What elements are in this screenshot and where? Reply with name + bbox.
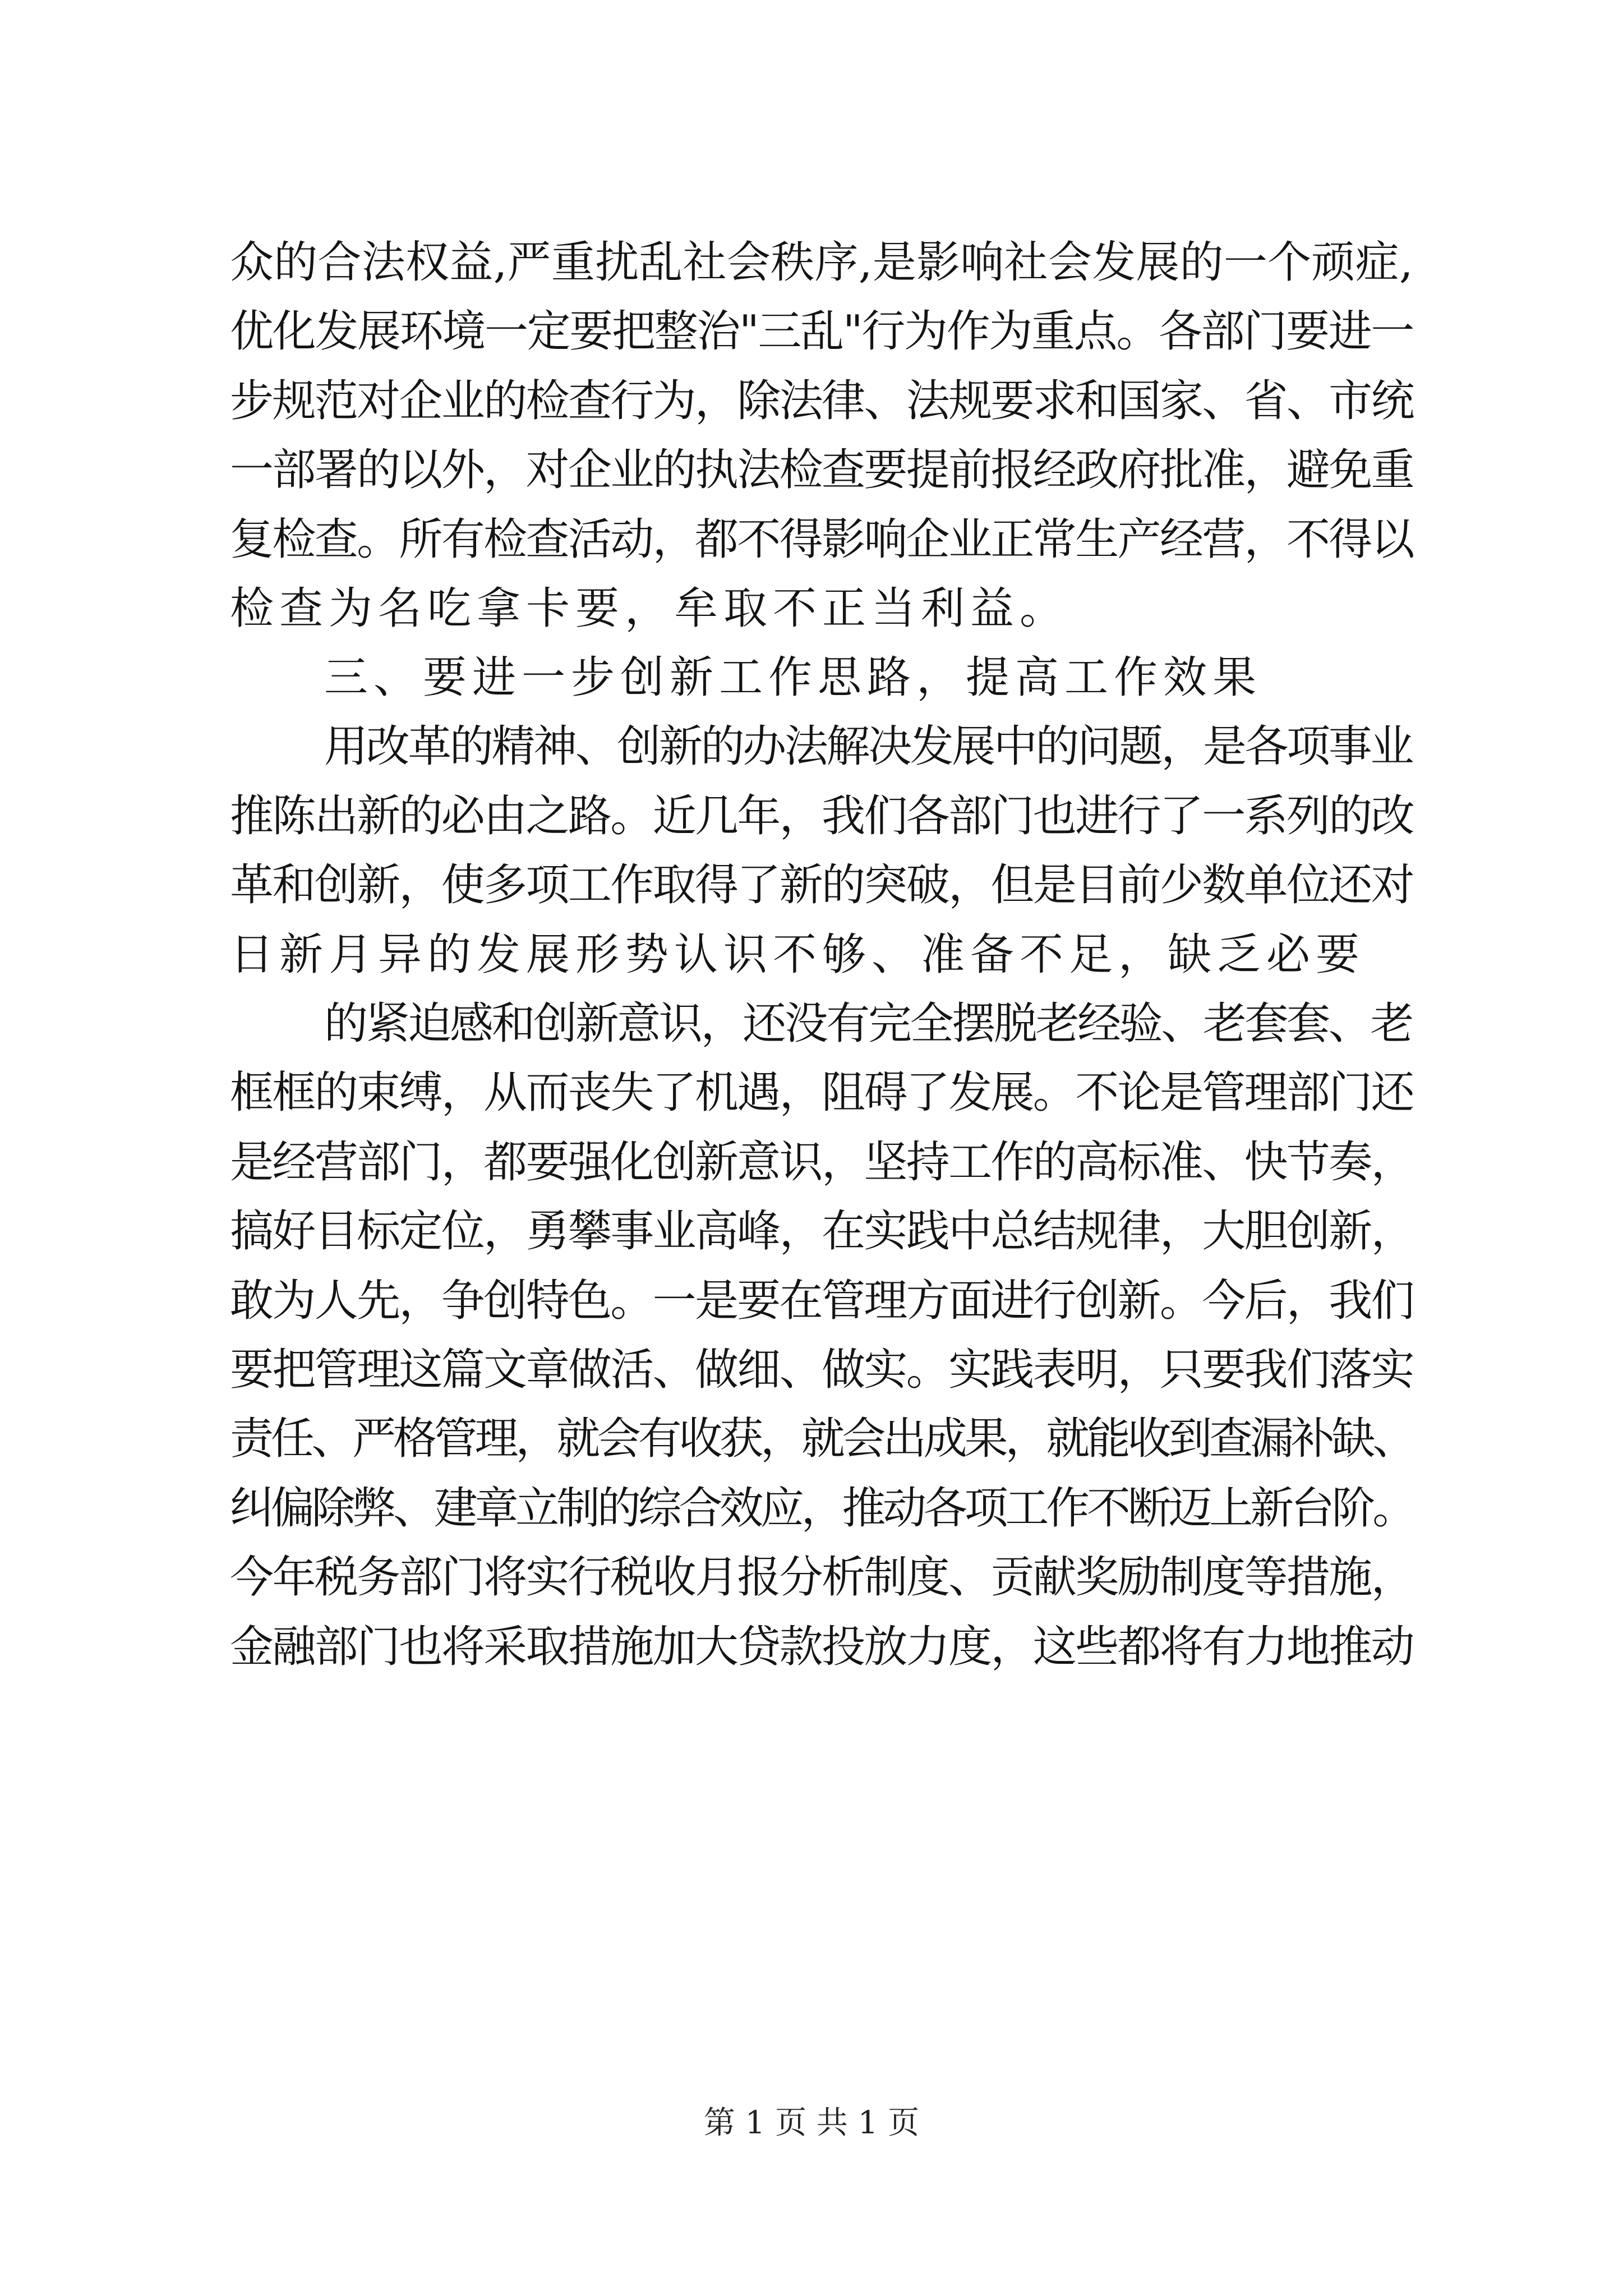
text-line — [0, 303, 1623, 360]
page-footer — [0, 2104, 1623, 2143]
section-heading-text: 三、要进一步创新工作思路，提高工作效果 — [324, 652, 1262, 703]
line-text: 今年税务部门将实行税收月报分析制度、贡献奖励制度等措施， — [230, 1552, 1413, 1603]
line-text: 复检查。所有检查活动，都不得影响企业正常生产经营，不得以 — [230, 514, 1413, 565]
text-line — [0, 1273, 1623, 1329]
text-line — [0, 1480, 1623, 1536]
line-text: 纠偏除弊、建章立制的综合效应，推动各项工作不断迈上新台阶。 — [230, 1483, 1413, 1534]
line-text: 推陈出新的必由之路。近几年，我们各部门也进行了一系列的改 — [230, 791, 1413, 841]
text-line — [0, 996, 1623, 1052]
line-text: 敢为人先，争创特色。一是要在管理方面进行创新。今后，我们 — [230, 1276, 1413, 1326]
line-text: 用改革的精神、创新的办法解决发展中的问题，是各项事业 — [324, 721, 1412, 772]
text-line — [0, 581, 1623, 637]
text-line — [0, 442, 1623, 498]
text-line — [0, 788, 1623, 844]
line-text: 搞好目标定位，勇攀事业高峰，在实践中总结规律，大胆创新， — [230, 1206, 1413, 1257]
line-text: 革和创新，使多项工作取得了新的突破，但是目前少数单位还对 — [230, 860, 1413, 910]
text-line — [0, 1203, 1623, 1259]
text-line — [0, 857, 1623, 913]
line-text: 金融部门也将采取措施加大贷款投放力度，这些都将有力地推动 — [230, 1622, 1413, 1672]
line-text: 一部署的以外，对企业的执法检查要提前报经政府批准，避免重 — [230, 445, 1413, 495]
section-heading — [0, 650, 1623, 706]
text-line — [0, 1411, 1623, 1467]
text-line — [0, 1134, 1623, 1190]
text-line — [0, 1549, 1623, 1605]
text-line — [0, 719, 1623, 775]
line-text: 众的合法权益,严重扰乱社会秩序,是影响社会发展的一个顽症, — [230, 237, 1413, 288]
text-line — [0, 373, 1623, 429]
line-text: 优化发展环境一定要把整治"三乱"行为作为重点。各部门要进一 — [230, 306, 1413, 357]
text-line — [0, 1342, 1623, 1398]
text-line — [0, 927, 1623, 983]
line-text: 是经营部门，都要强化创新意识，坚持工作的高标准、快节奏， — [230, 1137, 1413, 1188]
line-text: 步规范对企业的检查行为，除法律、法规要求和国家、省、市统 — [230, 376, 1413, 426]
page-number: 第 1 页 共 1 页 — [703, 2105, 920, 2141]
text-line — [0, 234, 1623, 291]
line-text: 框框的束缚，从而丧失了机遇，阻碍了发展。不论是管理部门还 — [230, 1068, 1413, 1118]
text-line — [0, 1065, 1623, 1121]
line-text: 要把管理这篇文章做活、做细、做实。实践表明，只要我们落实 — [230, 1345, 1413, 1395]
line-text: 的紧迫感和创新意识，还没有完全摆脱老经验、老套套、老 — [324, 999, 1412, 1049]
text-line — [0, 512, 1623, 568]
line-text: 检查为名吃拿卡要，牟取不正当利益。 — [230, 583, 1069, 634]
line-text: 日新月异的发展形势认识不够、准备不足，缺乏必要 — [230, 930, 1366, 980]
text-line — [0, 1619, 1623, 1675]
line-text: 责任、严格管理，就会有收获，就会出成果，就能收到查漏补缺、 — [230, 1414, 1413, 1464]
